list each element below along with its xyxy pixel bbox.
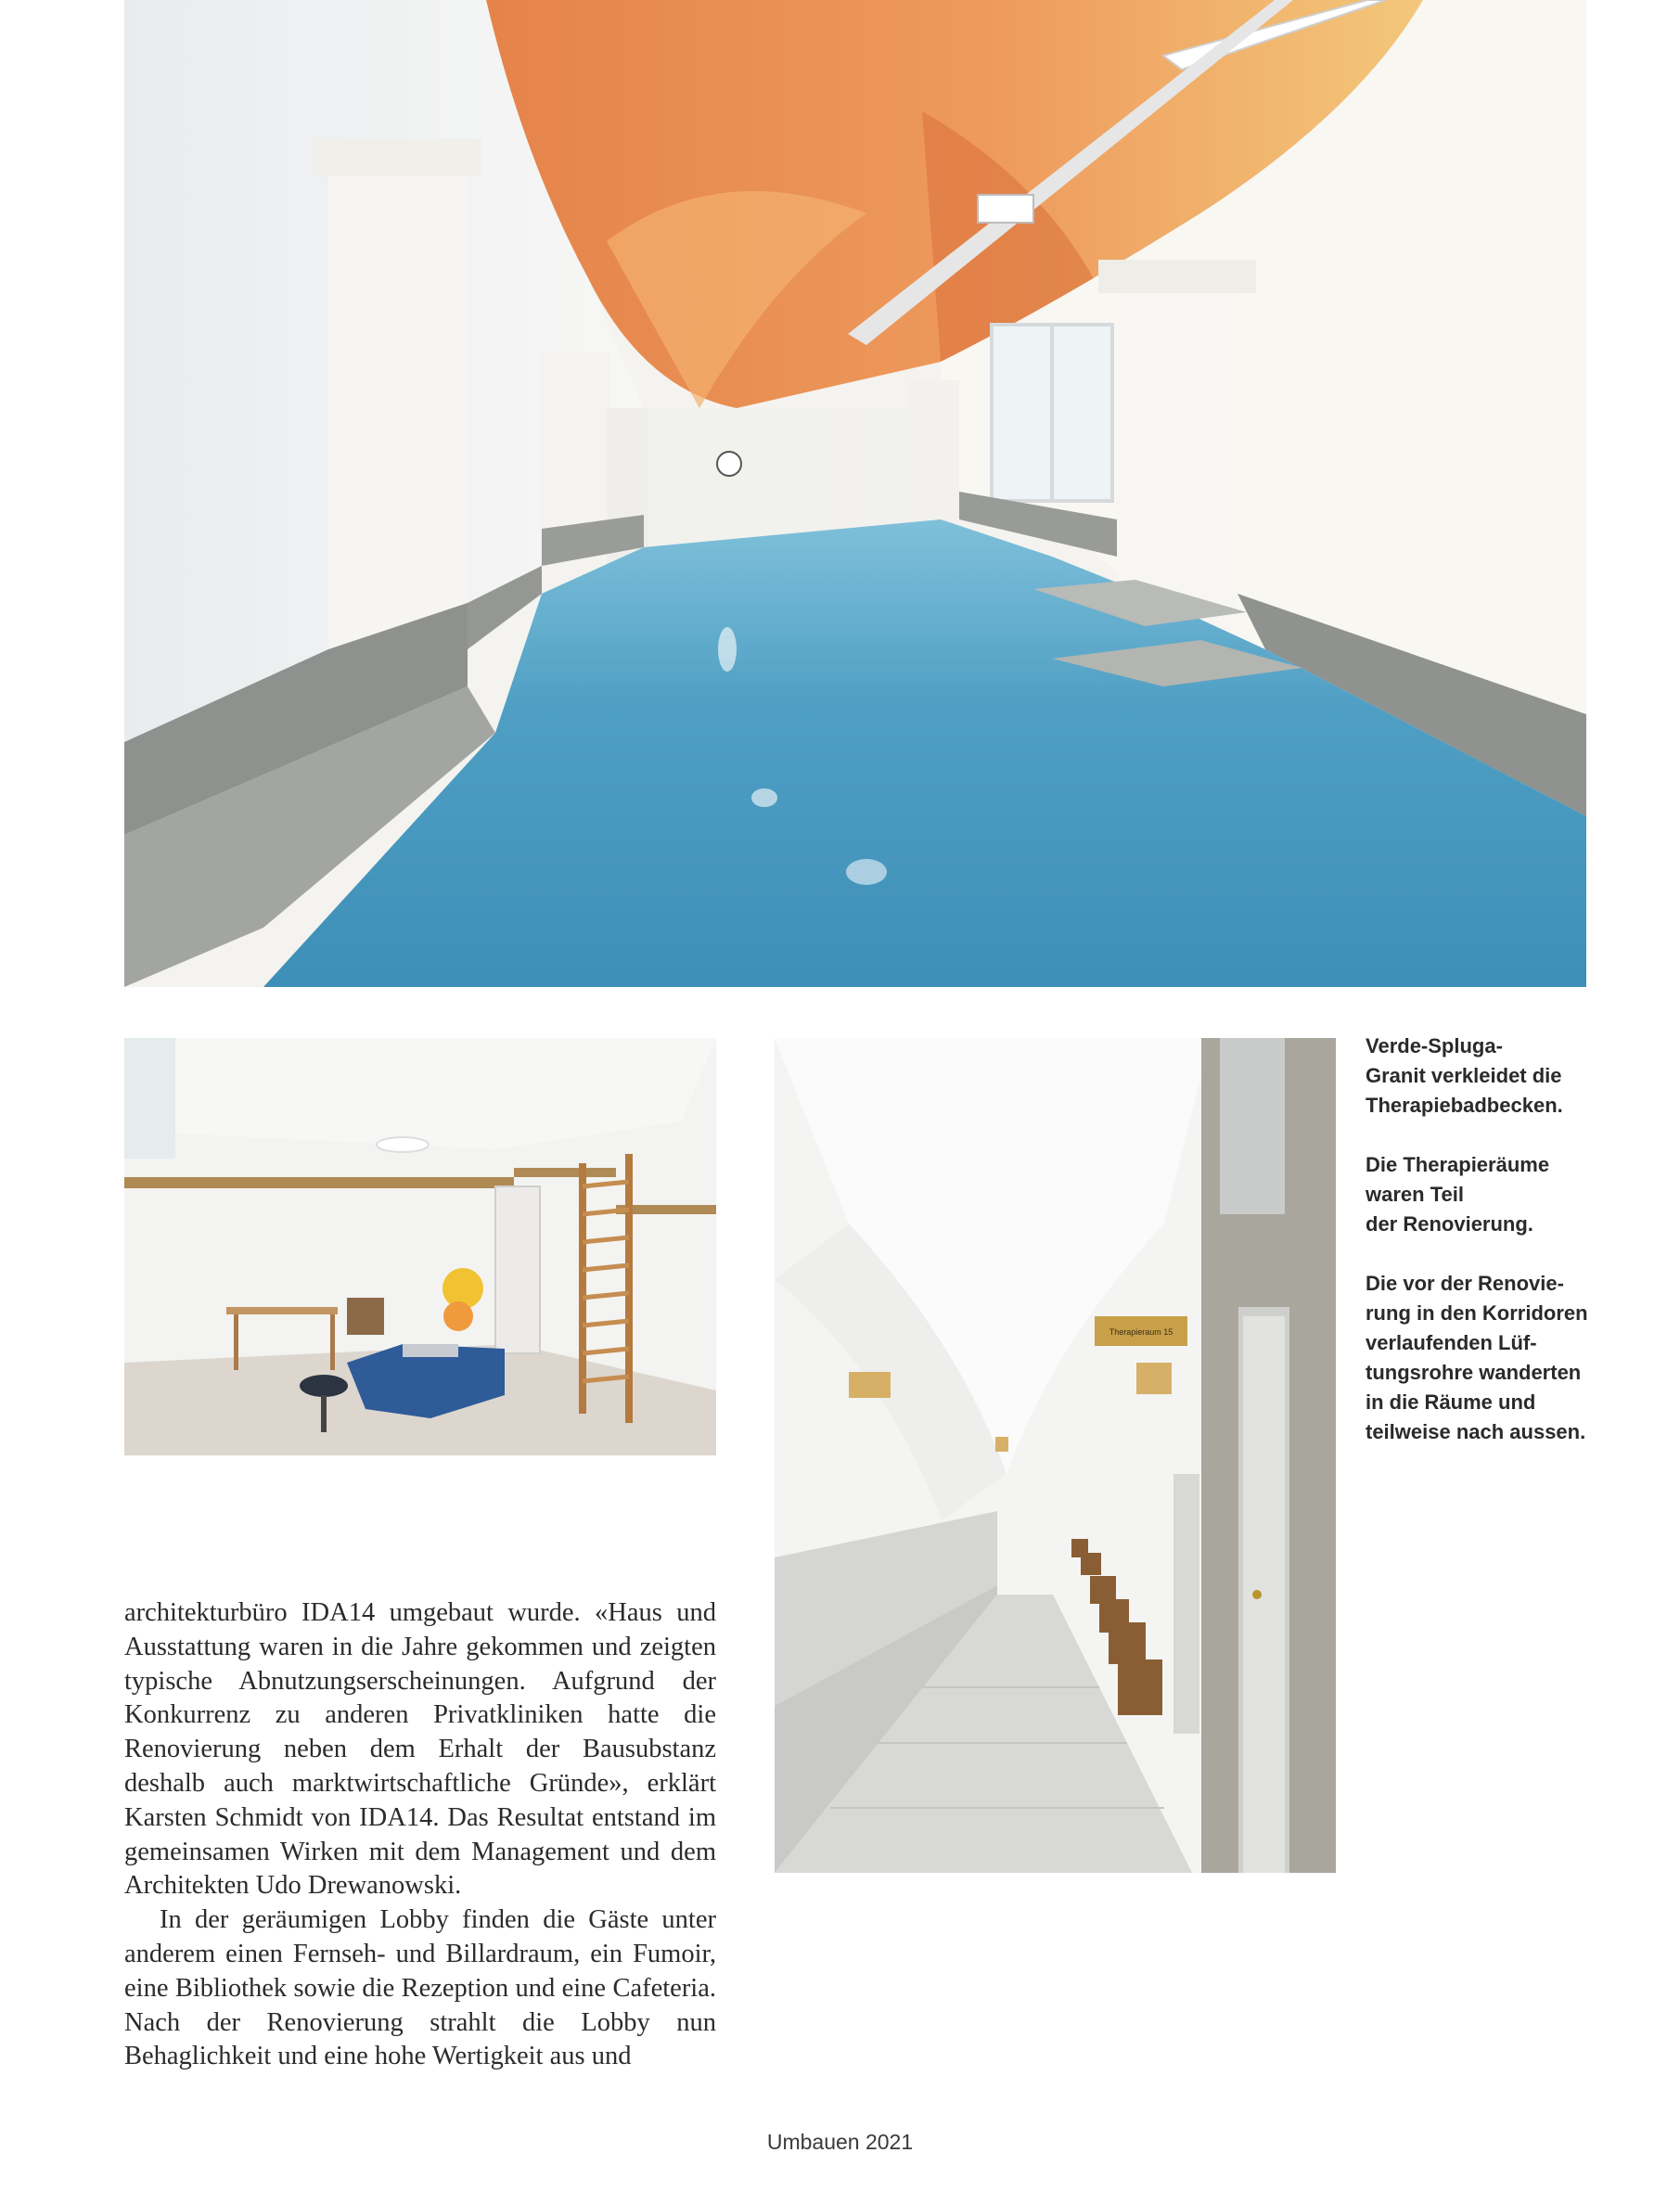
- door-sign-text: Therapieraum 15: [1109, 1327, 1173, 1337]
- article-paragraph: architekturbüro IDA14 umgebaut wurde. «Haus und Ausstattung waren in die Jahre gekommen und zeigten typische Abnutzungserscheinungen. Aufgrund der Konkurrenz zu anderen Privatkliniken hatte die Renovierung neben dem Erhalt der Bausubstanz deshalb auch marktwirtschaftliche Gründe», erklärt Karsten Schmidt von IDA14. Das Resultat entstand im gemeinsamen Wirken mit dem Management und dem Architekten Udo Drewanowski.: [124, 1598, 716, 1901]
- pool-photo: [124, 0, 1586, 987]
- therapy-room-photo: [124, 1038, 716, 1455]
- caption-therapy-rooms: Die Therapieräume waren Teil der Renovierung.: [1366, 1153, 1550, 1236]
- caption-ventilation: Die vor der Renovie- rung in den Korridoren verlaufenden Lüf- tungsrohre wanderten in die Räume und teilweise nach aussen.: [1366, 1272, 1588, 1443]
- page-footer: Umbauen 2021: [766, 2130, 914, 2154]
- corridor-photo: [775, 1038, 1336, 1873]
- article-body: [124, 1596, 716, 2074]
- photo-captions: [1366, 1031, 1597, 1477]
- caption-pool: Verde-Spluga- Granit verkleidet die Therapiebadbecken.: [1366, 1034, 1563, 1117]
- article-paragraph: In der geräumigen Lobby finden die Gäste unter anderem einen Fernseh- und Billardraum, ein Fumoir, eine Bibliothek sowie die Rezeption und eine Cafeteria. Nach der Renovierung strahlt die Lobby nun Behaglichkeit und eine hohe Wertigkeit aus und: [124, 1905, 716, 2071]
